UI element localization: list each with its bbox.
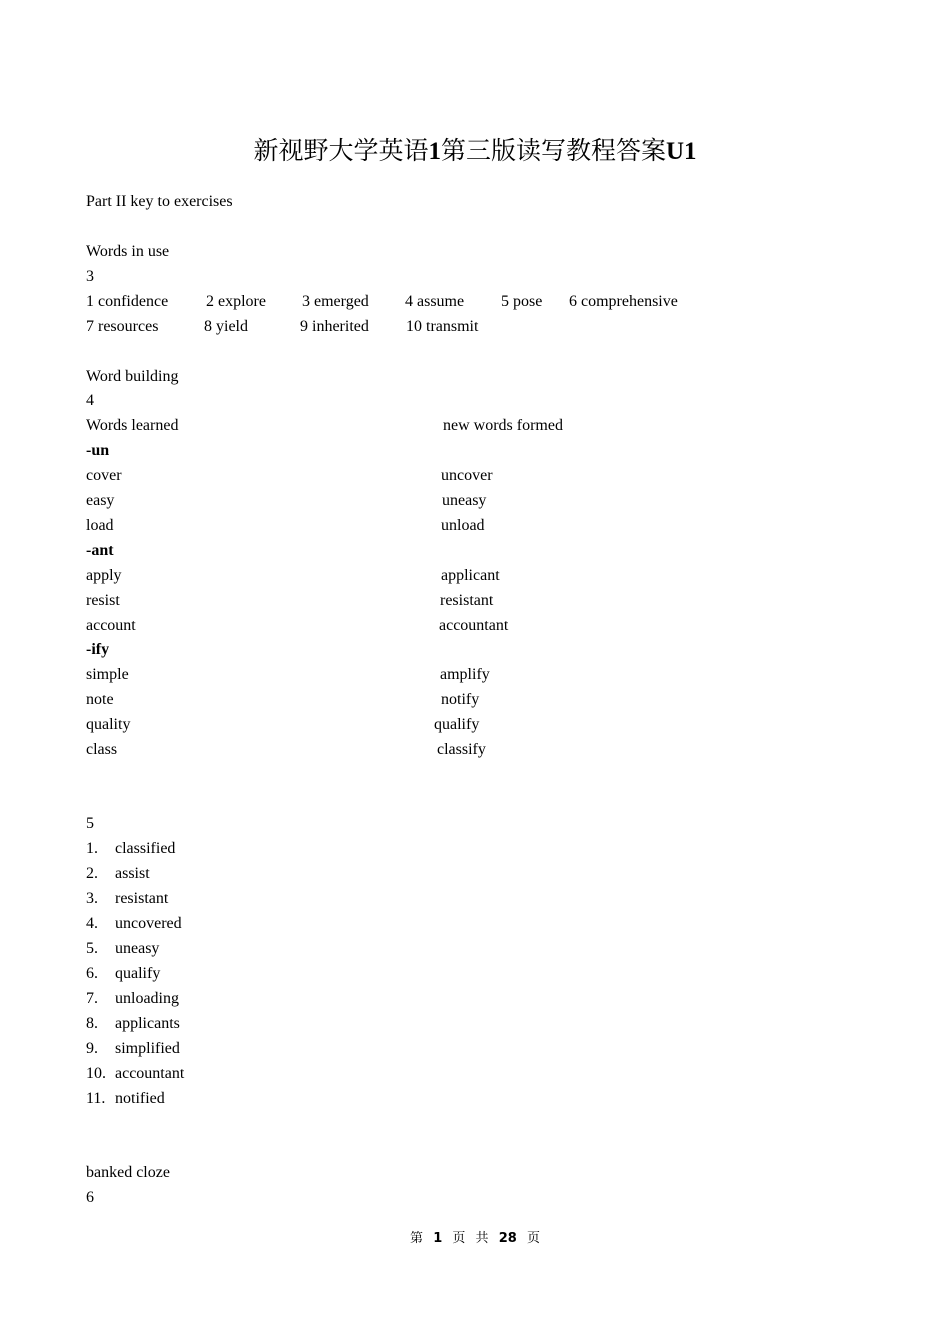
list-item: accountant [115,1065,185,1082]
part2-heading: Part II key to exercises [86,193,233,210]
list-item-number: 4. [86,915,98,932]
list-item: applicants [115,1015,180,1032]
answer-item: 7 resources [86,318,159,335]
list-item-number: 3. [86,890,98,907]
exercise-number-3: 3 [86,268,94,285]
exercise-number-5: 5 [86,815,94,832]
answer-item: 10 transmit [406,318,479,335]
formed-word: qualify [434,716,480,733]
formed-word: classify [437,741,486,758]
formed-word: uncover [441,467,493,484]
list-item-number: 8. [86,1015,98,1032]
list-item: resistant [115,890,169,907]
learned-word: quality [86,716,131,733]
list-item: unloading [115,990,179,1007]
list-item: simplified [115,1040,180,1057]
formed-word: applicant [441,567,500,584]
footer-total-pages: 28 [498,1231,517,1246]
answer-item: 3 emerged [302,293,369,310]
footer-text: 页 [452,1231,466,1246]
footer-text: 共 [475,1231,489,1246]
list-item-number: 11. [86,1090,106,1107]
answer-item: 8 yield [204,318,248,335]
list-item: assist [115,865,150,882]
list-item: notified [115,1090,165,1107]
learned-word: easy [86,492,115,509]
learned-word: simple [86,666,129,683]
learned-word: account [86,617,136,634]
affix-label: -ify [86,641,110,658]
answer-item: 5 pose [501,293,543,310]
title-unit: U1 [665,138,697,165]
list-item-number: 10. [86,1065,106,1082]
formed-word: accountant [439,617,509,634]
learned-word: class [86,741,118,758]
footer-text: 页 [526,1231,540,1246]
page-footer [0,1229,950,1249]
column-header-new-words: new words formed [443,417,563,434]
list-item-number: 9. [86,1040,98,1057]
answer-item: 9 inherited [300,318,369,335]
formed-word: resistant [440,592,494,609]
answer-item: 4 assume [405,293,465,310]
formed-word: uneasy [442,492,487,509]
list-item-number: 7. [86,990,98,1007]
formed-word: notify [441,691,480,708]
affix-label: -ant [86,542,114,559]
title-text: 新视野大学英语 [253,138,429,165]
title-number: 1 [428,138,441,165]
learned-word: cover [86,467,122,484]
answer-item: 2 explore [206,293,266,310]
formed-word: amplify [440,666,490,683]
list-item: uneasy [115,940,160,957]
list-item: qualify [115,965,161,982]
answer-item: 1 confidence [86,293,169,310]
affix-label: -un [86,442,110,459]
learned-word: load [86,517,114,534]
words-in-use-heading: Words in use [86,243,170,260]
list-item-number: 5. [86,940,98,957]
answer-item: 6 comprehensive [569,293,678,310]
column-header-words-learned: Words learned [86,417,179,434]
word-building-heading: Word building [86,368,179,385]
learned-word: apply [86,567,122,584]
list-item-number: 1. [86,840,98,857]
learned-word: note [86,691,114,708]
exercise-number-4: 4 [86,392,94,409]
learned-word: resist [86,592,120,609]
page-title [0,134,950,170]
banked-cloze-heading: banked cloze [86,1164,170,1181]
exercise-number-6: 6 [86,1189,94,1206]
list-item: classified [115,840,176,857]
title-text-2: 第三版读写教程答案 [440,138,666,165]
list-item: uncovered [115,915,182,932]
footer-text: 第 [410,1231,424,1246]
footer-page-number: 1 [433,1231,443,1246]
list-item-number: 2. [86,865,98,882]
formed-word: unload [441,517,485,534]
list-item-number: 6. [86,965,98,982]
